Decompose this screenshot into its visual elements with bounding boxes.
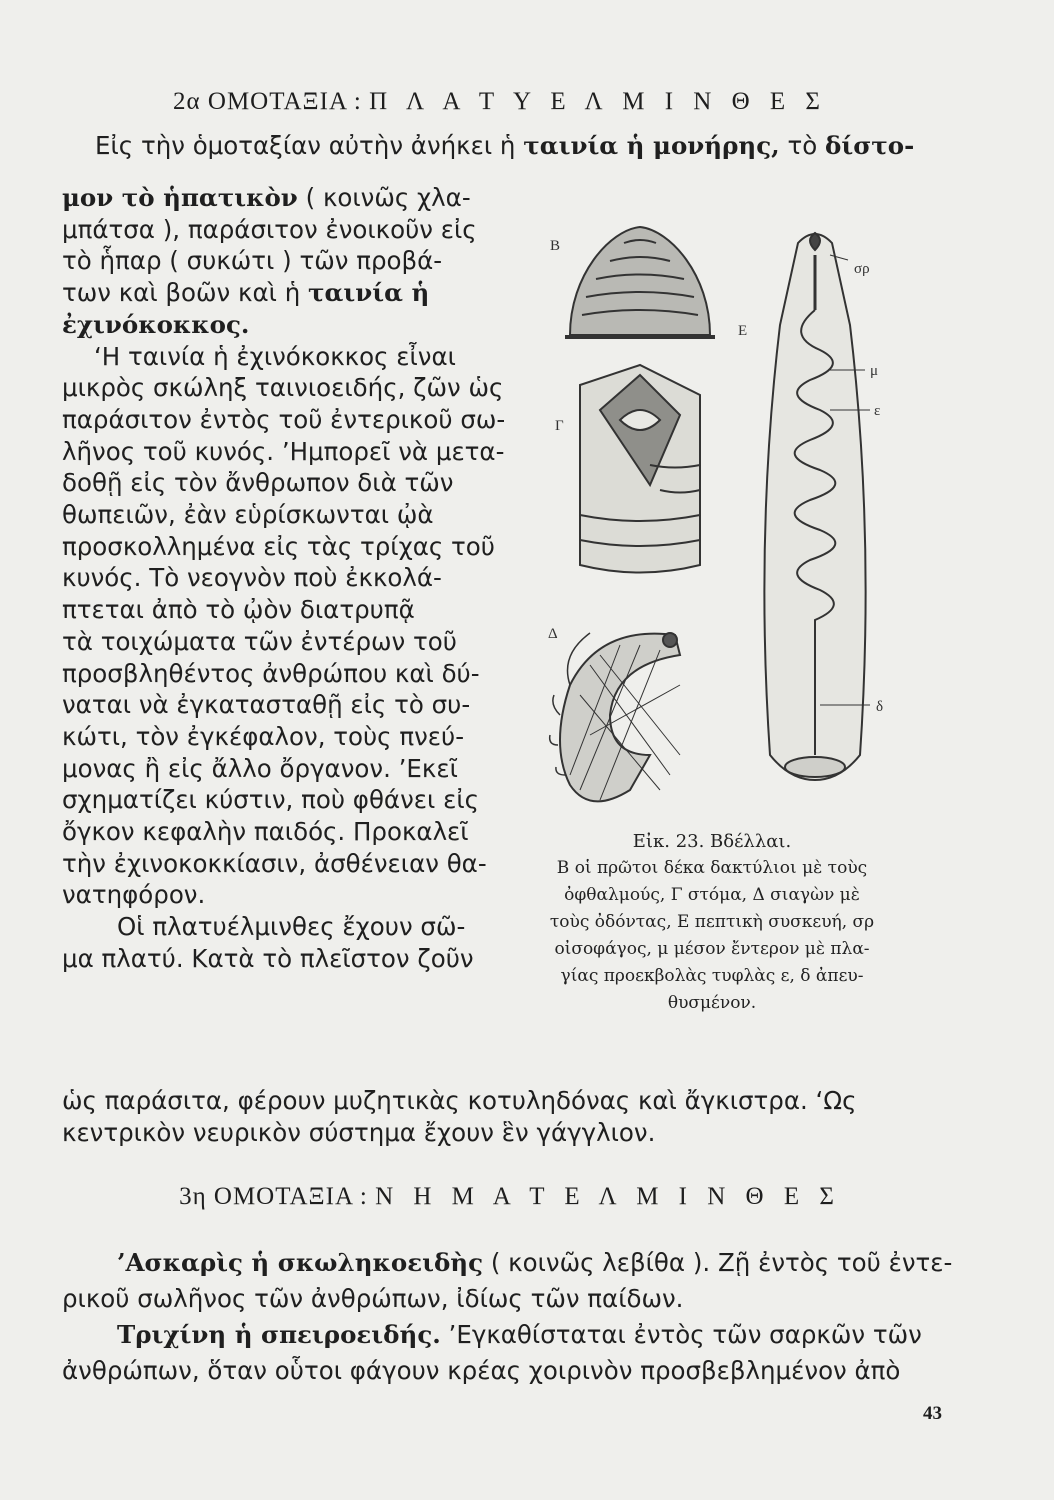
section-heading-prefix: 3η ΟΜΟΤΑΞΙΑ :: [179, 1183, 368, 1210]
figure-label-mu: μ: [870, 363, 879, 379]
text-line: θωπειῶν, ἐὰν εὑρίσκωνται ᾠὰ: [62, 500, 434, 530]
text-line: προσβληθέντος ἀνθρώπου καὶ δύ-: [62, 658, 480, 688]
text-line: [62, 1245, 953, 1281]
text-line: κυνός. Τὸ νεογνὸν ποὺ ἐκκολά-: [62, 563, 442, 593]
text-line: τὴν ἐχινοκοκκίασιν, ἀσθένειαν θα-: [62, 848, 487, 878]
text-line: σχηματίζει κύστιν, ποὺ φθάνει εἰς: [62, 785, 480, 815]
section-heading-title: Π Λ Α Τ Υ Ε Λ Μ Ι Ν Θ Ε Σ: [369, 88, 827, 115]
text-line: [62, 182, 492, 214]
text-line: λῆνος τοῦ κυνός. ’Ημπορεῖ νὰ μετα-: [62, 436, 505, 466]
text-line: τὸ ἧπαρ ( συκώτι ) τῶν προβά-: [62, 246, 443, 276]
term-taenia-echinococcus: ταινία ἡ: [308, 278, 430, 308]
text-span: ’Εγκαθίσταται ἐντὸς τῶν σαρκῶν τῶν: [440, 1320, 922, 1349]
text-span: Εἰς τὴν ὁμοταξίαν αὐτὴν ἀνήκει ἡ: [95, 131, 524, 160]
text-line: ὄγκον κεφαλὴν παιδός. Προκαλεῖ: [62, 817, 469, 847]
figure-part-gamma-mouth: [580, 365, 700, 573]
text-line: ὡς παράσιτα, φέρουν μυζητικὰς κοτυληδόνας καὶ ἄγκιστρα. ‘Ως: [62, 1086, 857, 1115]
paragraph-continuation: [62, 1085, 942, 1148]
paragraph-intro-line1: [95, 130, 915, 162]
figure-part-b-head: [565, 227, 715, 337]
text-span: των καὶ βοῶν καὶ ἡ: [62, 278, 309, 308]
figure-caption-line: γίας προεκβολὰς τυφλὰς ε, δ ἀπευ-: [560, 966, 864, 986]
text-span: ( κοινῶς χλα-: [297, 183, 471, 212]
term-trichinella: Τριχίνη ἡ σπειροειδής.: [117, 1320, 441, 1349]
section3-text: [62, 1245, 953, 1389]
text-line: ἀνθρώπων, ὅταν οὗτοι φάγουν κρέας χοιρινὸν προσβεβλημένον ἀπὸ: [62, 1356, 901, 1385]
figure-label-gamma: Γ: [555, 418, 564, 434]
text-line: δοθῇ εἰς τὸν ἄνθρωπον διὰ τῶν: [62, 468, 454, 498]
text-line: [62, 1317, 942, 1353]
figure-caption-line: θυσμένον.: [667, 993, 757, 1013]
figure-label-sr: σρ: [854, 261, 870, 277]
text-line: μονας ἢ εἰς ἄλλο ὄργανον. ’Εκεῖ: [62, 753, 458, 783]
figure-part-delta-jaw: [550, 633, 680, 801]
text-line: μπάτσα ), παράσιτον ἐνοικοῦν εἰς: [62, 214, 477, 244]
section-heading-nematelminthes: [10, 1183, 1010, 1211]
section-heading-prefix: 2α ΟΜΟΤΑΞΙΑ :: [173, 88, 362, 115]
term-ascaris: ’Ασκαρὶς ἡ σκωληκοειδὴς: [117, 1248, 484, 1277]
text-line: νατηφόρον.: [62, 880, 206, 910]
figure-label-e: Ε: [738, 323, 748, 339]
text-line: τὰ τοιχώματα τῶν ἐντέρων τοῦ: [62, 626, 457, 656]
figure-caption-line: τοὺς ὀδόντας, Ε πεπτικὴ συσκευή, σρ: [549, 912, 875, 932]
text-span: ( κοινῶς λεβίθα ). Ζῇ ἐντὸς τοῦ ἐντε-: [483, 1248, 953, 1277]
term-distomum: δίστο-: [825, 131, 915, 160]
text-line: ναται νὰ ἐγκατασταθῇ εἰς τὸ συ-: [62, 690, 471, 720]
section-heading-title: Ν Η Μ Α Τ Ε Λ Μ Ι Ν Θ Ε Σ: [375, 1183, 841, 1210]
text-line: ἐχινόκοκκος.: [62, 309, 250, 339]
figure-leeches-illustration: [530, 215, 910, 815]
left-column-text: [62, 182, 506, 975]
figure-caption-line: ὀφθαλμούς, Γ στόμα, Δ σιαγὼν μὲ: [564, 885, 860, 905]
text-line: μικρὸς σκώληξ ταινιοειδής, ζῶν ὡς: [62, 373, 504, 403]
figure-caption-line: Β οἱ πρῶτοι δέκα δακτύλιοι μὲ τοὺς: [556, 858, 868, 878]
text-line: κεντρικὸν νευρικὸν σύστημα ἔχουν ἓν γάγγλιον.: [62, 1117, 656, 1147]
text-line: παράσιτον ἐντὸς τοῦ ἐντερικοῦ σω-: [62, 404, 506, 434]
text-line: πτεται ἀπὸ τὸ ᾠὸν διατρυπᾷ: [62, 595, 415, 625]
text-line: Οἱ πλατυέλμινθες ἔχουν σῶ-: [117, 912, 466, 942]
figure-label-delta-small: δ: [876, 699, 884, 715]
text-line: [62, 277, 492, 309]
figure-caption-title: Εἰκ. 23. Βδέλλαι.: [632, 831, 792, 852]
section-heading-platyhelminthes: [0, 88, 1000, 116]
text-span: τὸ: [779, 131, 825, 160]
term-taenia-solium: ταινία ἡ μονήρης,: [523, 131, 780, 160]
text-line: κώτι, τὸν ἐγκέφαλον, τοὺς πνεύ-: [62, 721, 465, 751]
text-line: προσκολλημένα εἰς τὰς τρίχας τοῦ: [62, 531, 495, 561]
figure-caption: [512, 828, 912, 1017]
page-number: 43: [923, 1403, 942, 1424]
text-line: ‘Η ταινία ἡ ἐχινόκοκκος εἶναι: [94, 341, 456, 371]
figure-part-e-digestive-system: [764, 233, 865, 780]
figure-caption-line: οἰσοφάγος, μ μέσον ἔντερον μὲ πλα-: [554, 939, 870, 959]
text-line: ρικοῦ σωλῆνος τῶν ἀνθρώπων, ἰδίως τῶν παίδων.: [62, 1284, 684, 1313]
text-line: μα πλατύ. Κατὰ τὸ πλεῖστον ζοῦν: [62, 943, 474, 973]
term-distomum-hepaticum: μον τὸ ἡπατικὸν: [62, 183, 298, 212]
figure-label-delta: Δ: [548, 626, 558, 642]
figure-label-epsilon: ε: [874, 403, 881, 419]
figure-label-b: Β: [550, 238, 561, 254]
